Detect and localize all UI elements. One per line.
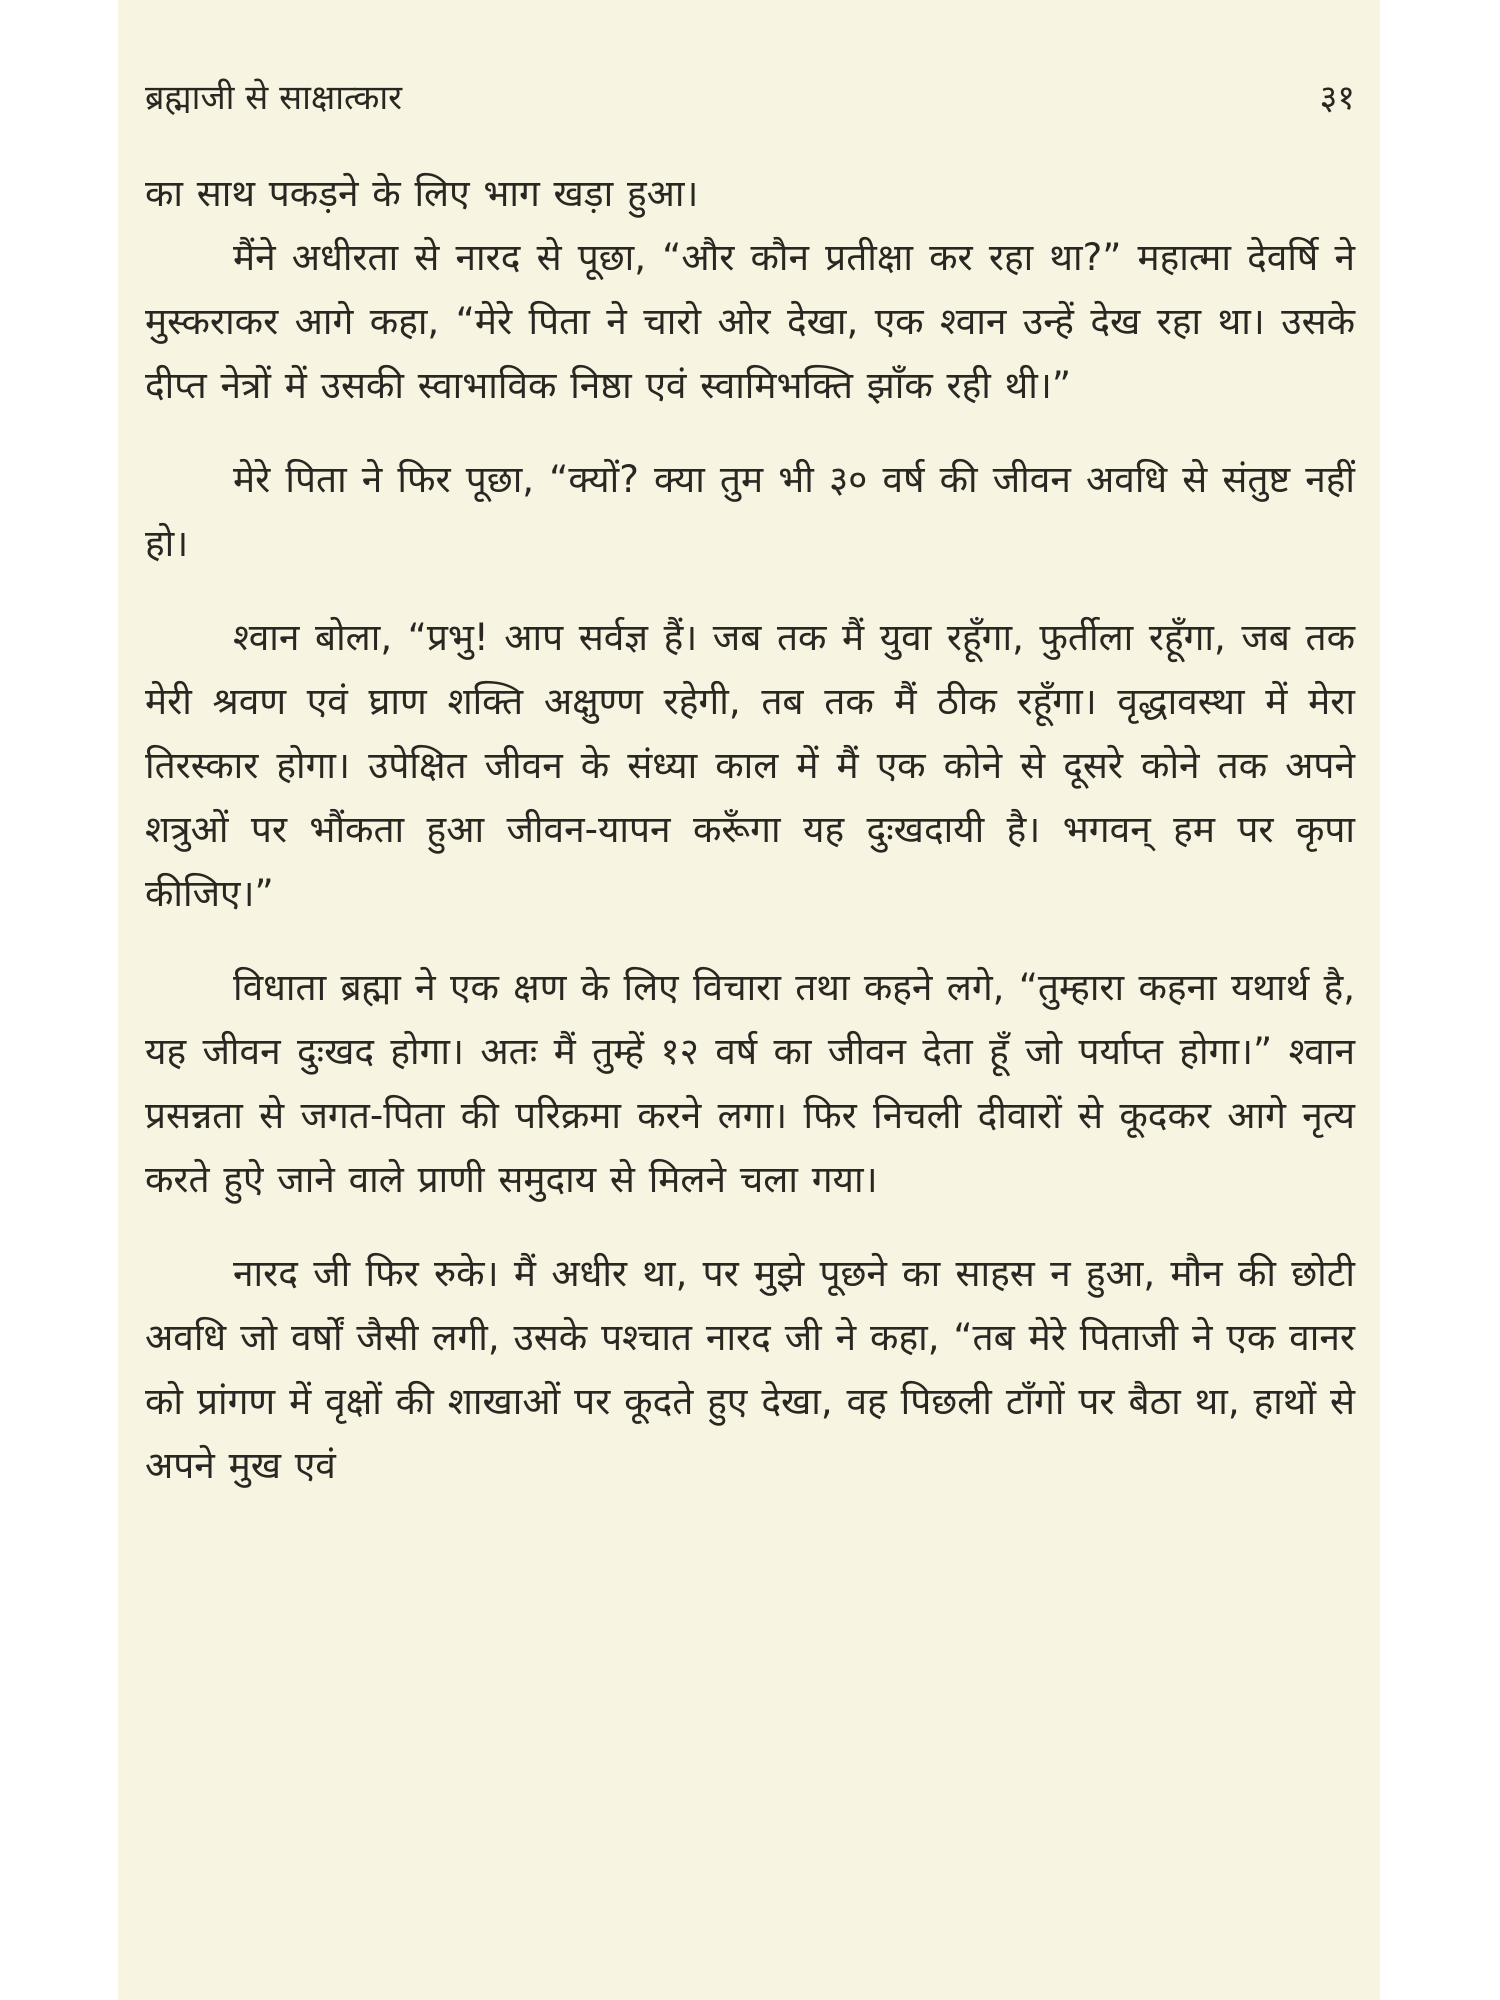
running-title: ब्रह्माजी से साक्षात्कार	[145, 78, 403, 118]
paragraph: विधाता ब्रह्मा ने एक क्षण के लिए विचारा तथा कहने लगे, “तुम्हारा कहना यथार्थ है, यह जीवन दुःखद होगा। अतः मैं तुम्हें १२ वर्ष का जीवन देता हूँ जो पर्याप्त होगा।” श्वान प्रसन्नता से जगत-पिता की परिक्रमा करने लगा। फिर निचली दीवारों से कूदकर आगे नृत्य करते हुऐ जाने वाले प्राणी समुदाय से मिलने चला गया।	[145, 966, 1355, 1201]
paragraph: मेरे पिता ने फिर पूछा, “क्यों? क्या तुम भी ३० वर्ष की जीवन अवधि से संतुष्ट नहीं हो।	[145, 458, 1355, 565]
running-header	[145, 70, 1355, 130]
paragraph: श्वान बोला, “प्रभु! आप सर्वज्ञ हैं। जब तक मैं युवा रहूँगा, फुर्तीला रहूँगा, जब तक मेरी श्रवण एवं घ्राण शक्ति अक्षुण्ण रहेगी, तब तक मैं ठीक रहूँगा। वृद्धावस्था में मेरा तिरस्कार होगा। उपेक्षित जीवन के संध्या काल में मैं एक कोने से दूसरे कोने तक अपने शत्रुओं पर भौंकता हुआ जीवन-यापन करूँगा यह दुःखदायी है। भगवन् हम पर कृपा कीजिए।”	[145, 616, 1355, 915]
book-page	[118, 0, 1380, 2000]
paragraph: मैंने अधीरता से नारद से पूछा, “और कौन प्रतीक्षा कर रहा था?” महात्मा देवर्षि ने मुस्कराकर आगे कहा, “मेरे पिता ने चारो ओर देखा, एक श्वान उन्हें देख रहा था। उसके दीप्त नेत्रों में उसकी स्वाभाविक निष्ठा एवं स्वामिभक्ति झाँक रही थी।”	[145, 236, 1355, 407]
paragraph-continued: का साथ पकड़ने के लिए भाग खड़ा हुआ।	[145, 172, 699, 215]
body-text	[145, 162, 1355, 1498]
paragraph: नारद जी फिर रुके। मैं अधीर था, पर मुझे पूछने का साहस न हुआ, मौन की छोटी अवधि जो वर्षों जैसी लगी, उसके पश्चात नारद जी ने कहा, “तब मेरे पिताजी ने एक वानर को प्रांगण में वृक्षों की शाखाओं पर कूदते हुए देखा, वह पिछली टाँगों पर बैठा था, हाथों से अपने मुख एवं	[145, 1252, 1355, 1487]
page-number: ३१	[1319, 78, 1355, 118]
